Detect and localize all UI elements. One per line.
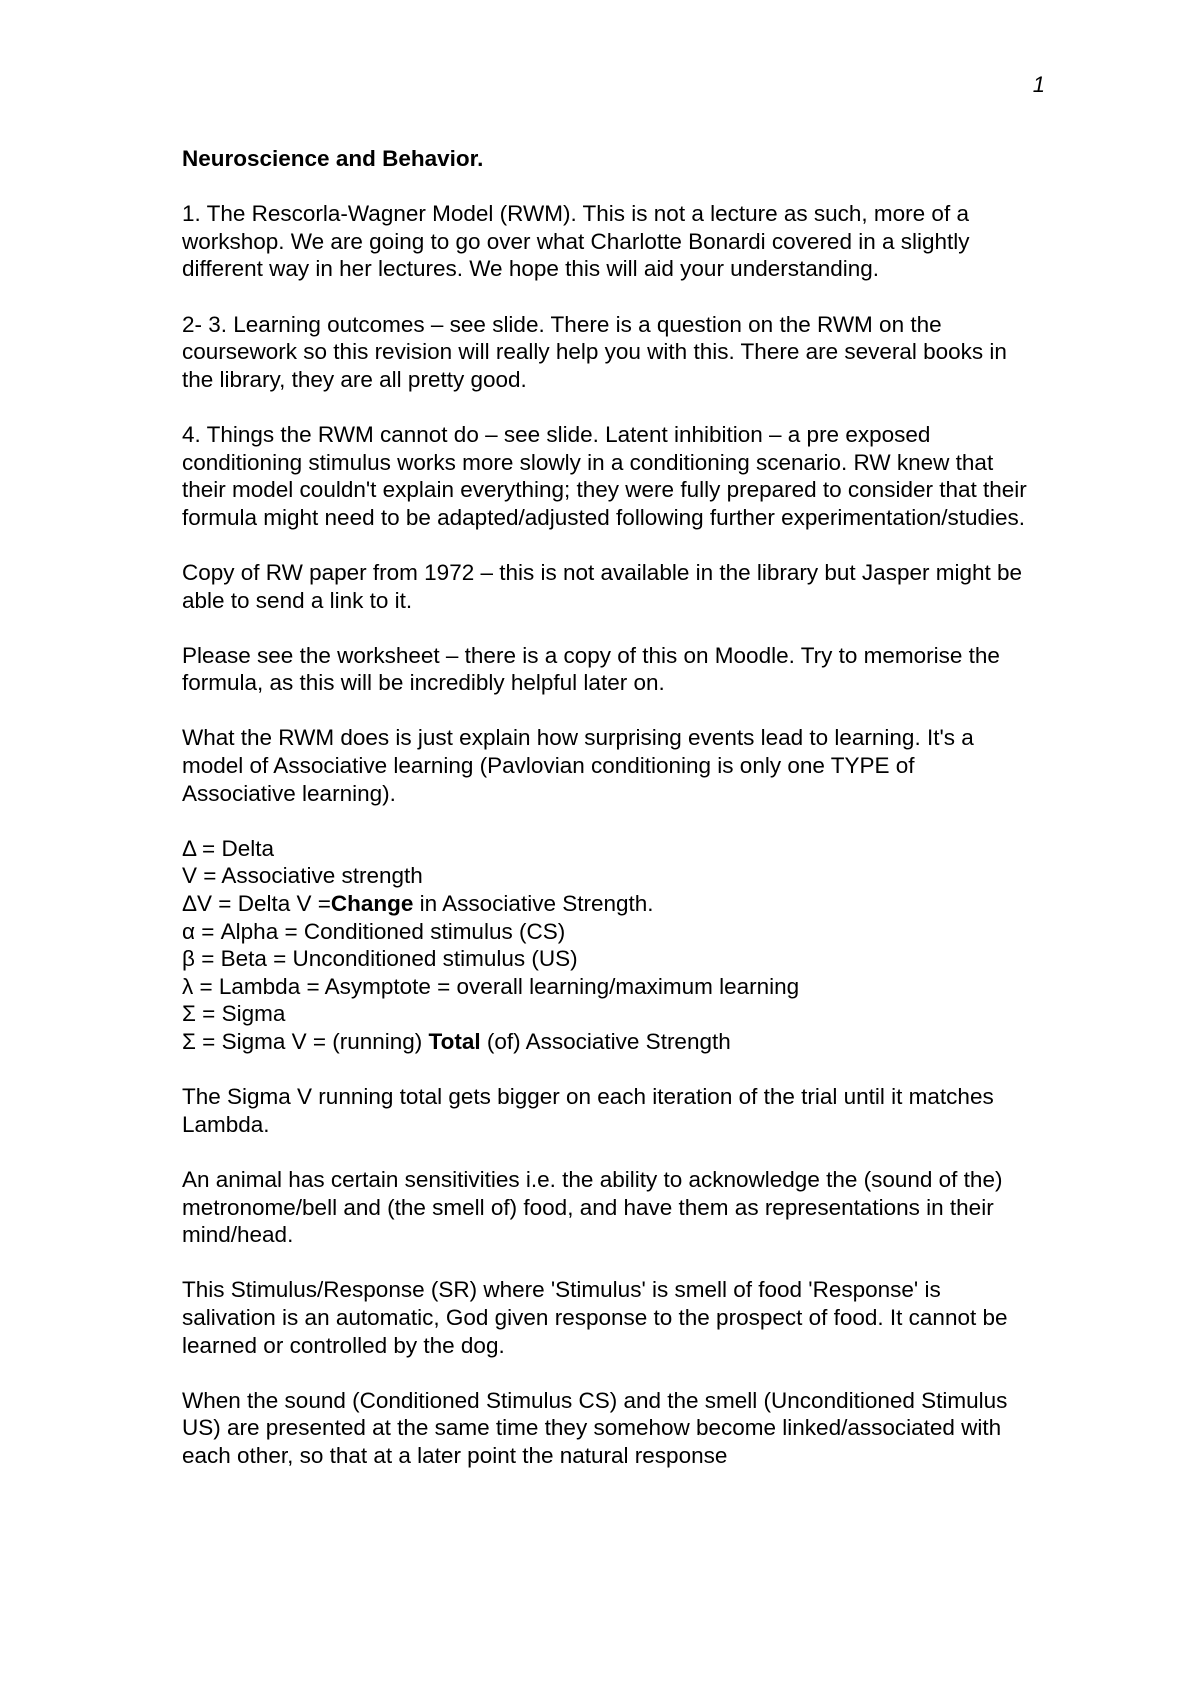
total-emphasis: Total [428,1029,481,1054]
definitions-list [182,835,1032,1056]
delta-symbol: Δ [182,835,196,861]
page-number: 1 [1032,72,1045,97]
paragraph-rwm-limitations: 4. Things the RWM cannot do – see slide. Latent inhibition – a pre exposed conditioning stimulus works more slowly in a conditioning scenario. RW knew that their model couldn't explain everything; they were fully prepared to consider that their formula might need to be adapted/adjusted following further experimentation/studies. [182,421,1027,530]
definition-alpha: α = Alpha = Conditioned stimulus (CS) [182,918,566,944]
change-emphasis: Change [330,891,414,917]
paragraph-stimulus-response: This Stimulus/Response (SR) where 'Stimulus' is smell of food 'Response' is salivation is an automatic, God given response to the prospect of food. It cannot be learned or controlled by the dog. [182,1277,1008,1358]
sigma-symbol: Σ [182,1001,196,1027]
paragraph-learning-outcomes: 2- 3. Learning outcomes – see slide. There is a question on the RWM on the coursework so this revision will really help you with this. There are several books in the library, they are all pretty good. [182,311,1007,392]
document-body [182,145,1032,1497]
definition-v: V = Associative strength [182,863,423,889]
paragraph-sigma-v-total: The Sigma V running total gets bigger on each iteration of the trial until it matches Lambda. [182,1084,994,1137]
paragraph-animal-sensitivities: An animal has certain sensitivities i.e. the ability to acknowledge the (sound of the) metronome/bell and (the smell of) food, and have them as representations in their mind/head. [182,1166,1003,1248]
delta-v-symbol: ΔV [182,891,213,917]
paragraph-rwm-intro: 1. The Rescorla-Wagner Model (RWM). This is not a lecture as such, more of a workshop. We are going to go over what Charlotte Bonardi covered in a slightly different way in her lectures. We hope this will aid your understanding. [182,201,970,282]
lambda-symbol: λ [182,973,194,999]
document-title: Neuroscience and Behavior. [182,146,484,171]
definition-beta: β = Beta = Unconditioned stimulus (US) [182,946,578,972]
definition-sigma: Σ = Sigma [182,1001,286,1027]
definition-delta-v: ΔV = Delta V =Change in Associative Strength. [182,891,654,917]
paragraph-rwm-purpose: What the RWM does is just explain how surprising events lead to learning. It's a model of Associative learning (Pavlovian conditioning is only one TYPE of Associative learning). [182,725,974,806]
sigma-v-symbol: Σ [182,1029,196,1054]
definition-sigma-v: Σ = Sigma V = (running) Total (of) Associative Strength [182,1029,731,1054]
paragraph-worksheet: Please see the worksheet – there is a copy of this on Moodle. Try to memorise the formula, as this will be incredibly helpful later on. [182,642,1000,696]
beta-symbol: β [182,946,195,972]
definition-delta: Δ = Delta [182,835,274,861]
alpha-symbol: α [182,918,196,944]
paragraph-cs-us-association: When the sound (Conditioned Stimulus CS) and the smell (Unconditioned Stimulus US) are presented at the same time they somehow become linked/associated with each other, so that at a later point the natural response [182,1387,1008,1468]
definition-lambda: λ = Lambda = Asymptote = overall learning/maximum learning [182,973,800,999]
paragraph-rw-paper: Copy of RW paper from 1972 – this is not available in the library but Jasper might be able to send a link to it. [182,559,1023,613]
